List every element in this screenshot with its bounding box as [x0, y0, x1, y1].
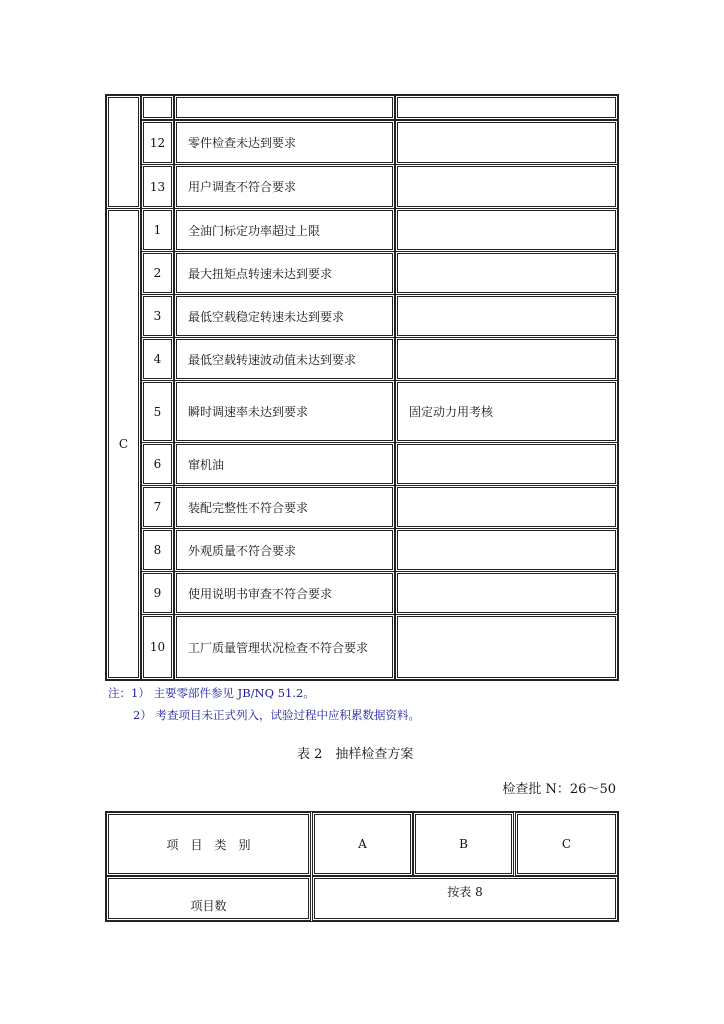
row-c9-no: 10 — [143, 616, 172, 678]
row-c5-note — [397, 444, 616, 484]
header-b: B — [415, 814, 512, 874]
row-c8-note — [397, 573, 616, 613]
row-a2-note — [397, 166, 616, 207]
row-a1-no: 12 — [143, 122, 172, 163]
table2-caption: 表 2 抽样检查方案 — [297, 747, 414, 762]
row-c4-no: 5 — [143, 382, 172, 441]
row-value-item-count: 按表 8 — [314, 878, 616, 919]
row-c0-item: 全油门标定功率超过上限 — [176, 210, 393, 250]
row-a1-item: 零件检查未达到要求 — [176, 122, 393, 163]
row-c0-note — [397, 210, 616, 250]
header-a: A — [314, 814, 411, 874]
row-a1-note — [397, 122, 616, 163]
row-c1-item: 最大扭矩点转速未达到要求 — [176, 253, 393, 293]
footnote-2: 2） 考查项目未正式列入，试验过程中应积累数据资料。 — [133, 708, 420, 722]
row-a0-item — [176, 97, 393, 118]
row-c5-no: 6 — [143, 444, 172, 484]
group-label-c: C — [118, 437, 129, 451]
group-cell-a — [108, 97, 139, 207]
row-c4-note: 固定动力用考核 — [397, 382, 616, 441]
header-c: C — [517, 814, 616, 874]
row-c5-item: 窜机油 — [176, 444, 393, 484]
row-c6-no: 7 — [143, 487, 172, 527]
row-c9-item: 工厂质量管理状况检查不符合要求 — [176, 616, 393, 678]
row-c8-no: 9 — [143, 573, 172, 613]
row-a0-note — [397, 97, 616, 118]
row-c4-item: 瞬时调速率未达到要求 — [176, 382, 393, 441]
row-c1-no: 2 — [143, 253, 172, 293]
group-cell-c — [108, 210, 139, 678]
row-c7-no: 8 — [143, 530, 172, 570]
inspection-batch: 检查批 N：26～50 — [502, 782, 616, 797]
row-c2-note — [397, 296, 616, 336]
row-c3-note — [397, 339, 616, 379]
row-c2-no: 3 — [143, 296, 172, 336]
row-c9-note — [397, 616, 616, 678]
row-c7-note — [397, 530, 616, 570]
row-c3-no: 4 — [143, 339, 172, 379]
row-c6-note — [397, 487, 616, 527]
row-c1-note — [397, 253, 616, 293]
row-c3-item: 最低空载转速波动值未达到要求 — [176, 339, 393, 379]
row-c2-item: 最低空载稳定转速未达到要求 — [176, 296, 393, 336]
row-c6-item: 装配完整性不符合要求 — [176, 487, 393, 527]
row-a2-item: 用户调查不符合要求 — [176, 166, 393, 207]
header-category: 项 目 类 别 — [108, 814, 309, 874]
row-c7-item: 外观质量不符合要求 — [176, 530, 393, 570]
row-a0-no — [143, 97, 172, 118]
footnote-1: 注：1） 主要零部件参见 JB/NQ 51.2。 — [108, 686, 315, 700]
row-label-item-count: 项目数 — [108, 878, 309, 919]
row-a2-no: 13 — [143, 166, 172, 207]
row-c8-item: 使用说明书审查不符合要求 — [176, 573, 393, 613]
row-c0-no: 1 — [143, 210, 172, 250]
